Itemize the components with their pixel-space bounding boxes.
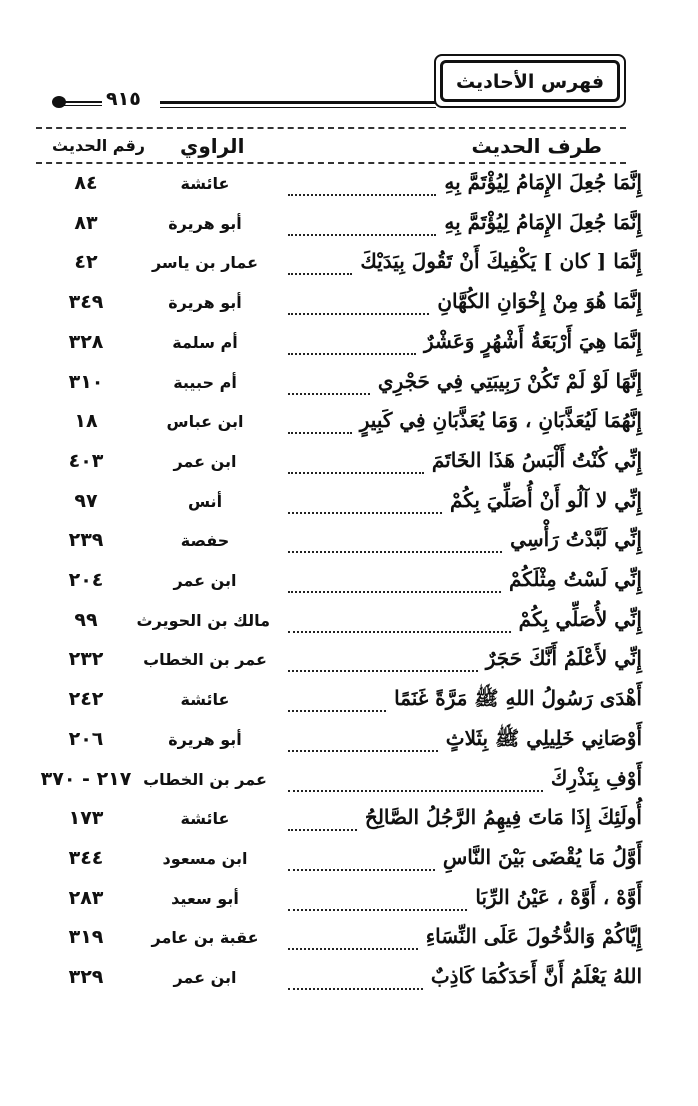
- ornament-icon: [38, 96, 102, 108]
- hadith-text: اللهُ يَعْلَمُ أَنَّ أَحَدَكُمَا كَاذِبٌ: [430, 964, 642, 988]
- narrator-name: مالك بن الحويرث: [136, 610, 270, 630]
- hadith-number: ٢٣٩: [68, 529, 104, 552]
- narrator-name: أبو سعيد: [171, 888, 239, 908]
- table-row: [0, 170, 698, 206]
- narrator-name: عمر بن الخطاب: [143, 769, 267, 789]
- dot-leader: [288, 551, 502, 553]
- dot-leader: [288, 790, 543, 792]
- narrator-name: ابن عمر: [173, 968, 237, 987]
- hadith-text: أَهْدَى رَسُولُ اللهِ ﷺ مَرَّةً غَنَمًا: [394, 686, 642, 711]
- hadith-number: ٣٤٤: [68, 846, 104, 869]
- table-row: [0, 686, 698, 722]
- narrator-name: حفصة: [180, 531, 230, 551]
- hadith-text: إِنَّمَا جُعِلَ الإِمَامُ لِيُؤْتَمَّ بِهِ: [444, 209, 642, 234]
- page-number: ٩١٥: [106, 88, 141, 110]
- hadith-text: إِنَّمَا هِيَ أَرْبَعَةُ أَشْهُرٍ وَعَشْرٌ: [423, 328, 642, 353]
- table-row: [0, 805, 698, 841]
- narrator-name: أم حبيبة: [173, 372, 237, 392]
- hadith-number: ٨٣: [74, 211, 98, 234]
- hadith-number: ٢٠٦: [68, 727, 104, 750]
- hadith-text: إِنِّي لأَعْلَمُ أَنَّكَ حَجَرٌ: [485, 646, 642, 671]
- hadith-text: إِيَّاكُمْ وَالدُّخُولَ عَلَى النِّسَاءِ: [425, 924, 642, 949]
- narrator-name: عقبة بن عامر: [151, 928, 259, 948]
- hadith-number: ٩٩: [74, 608, 98, 631]
- narrator-name: أبو هريرة: [168, 293, 242, 313]
- narrator-name: عائشة: [180, 174, 230, 193]
- hadith-text: إِنَّمَا جُعِلَ الإِمَامُ لِيُؤْتَمَّ بِهِ: [444, 170, 642, 194]
- table-row: [0, 964, 698, 1000]
- hadith-number: ٨٤: [74, 172, 98, 194]
- hadith-text: إِنَّمَا هُوَ مِنْ إِخْوَانِ الكُهَّانِ: [437, 289, 642, 314]
- dot-leader: [288, 710, 386, 712]
- hadith-text: إِنَّمَا [ كان ] يَكْفِيكَ أَنْ تَقُولَ بِيَدَيْكَ: [360, 249, 642, 274]
- narrator-name: عائشة: [180, 690, 230, 710]
- hadith-number: ٤٠٣: [68, 449, 104, 472]
- table-row: [0, 726, 698, 762]
- column-header-number: رقم الحديث: [52, 136, 146, 155]
- hadith-number: ٢١٧ - ٣٧٠: [40, 767, 132, 790]
- narrator-name: عمر بن الخطاب: [143, 650, 267, 670]
- narrator-name: أم سلمة: [172, 332, 238, 352]
- table-row: [0, 527, 698, 563]
- hadith-text: أَوَّلُ مَا يُقْضَى بَيْنَ النَّاسِ: [442, 844, 642, 869]
- dot-leader: [288, 234, 436, 236]
- hadith-number: ٣٢٨: [68, 330, 104, 353]
- dot-leader: [288, 869, 435, 871]
- hadith-text: إِنِّي لَبَّدْتُ رَأْسِي: [510, 527, 642, 552]
- hadith-number: ٩٧: [74, 489, 98, 512]
- narrator-name: ابن عباس: [166, 412, 244, 432]
- dot-leader: [288, 829, 357, 831]
- dot-leader: [288, 591, 501, 593]
- title-box: [434, 54, 626, 108]
- divider-top: [36, 127, 626, 129]
- hadith-text: إِنِّي لأُصَلِّي بِكُمْ: [518, 606, 642, 631]
- table-row: [0, 488, 698, 524]
- dot-leader: [288, 273, 352, 275]
- table-row: [0, 289, 698, 325]
- hadith-text: إِنِّي لَسْتُ مِثْلَكُمْ: [508, 567, 642, 591]
- hadith-number: ٣١٩: [68, 926, 104, 949]
- hadith-text: أُولَئِكَ إِذَا مَاتَ فِيهِمُ الرَّجُلُ الصَّالِحُ: [364, 805, 642, 830]
- hadith-text: إِنِّي لا آلُو أَنْ أُصَلِّيَ بِكُمْ: [450, 487, 642, 512]
- hadith-number: ٣٤٩: [68, 291, 104, 314]
- table-row: [0, 646, 698, 682]
- dot-leader: [288, 393, 370, 395]
- header-rule: [160, 101, 436, 104]
- hadith-number: ٢٣٢: [68, 648, 104, 671]
- dot-leader: [288, 750, 438, 752]
- dot-leader: [288, 432, 352, 434]
- table-row: [0, 607, 698, 643]
- table-row: [0, 766, 698, 802]
- narrator-name: ابن عمر: [173, 451, 237, 471]
- dot-leader: [288, 988, 423, 990]
- dot-leader: [288, 472, 424, 474]
- hadith-number: ٤٢: [74, 251, 98, 274]
- table-row: [0, 249, 698, 285]
- hadith-text: إِنِّي كُنْتُ أَلْبَسُ هَذَا الخَاتَمَ: [431, 447, 642, 472]
- table-row: [0, 329, 698, 365]
- narrator-name: عمار بن ياسر: [151, 253, 259, 273]
- table-row: [0, 408, 698, 444]
- table-row: [0, 845, 698, 881]
- column-header-hadith: طرف الحديث: [471, 134, 602, 158]
- hadith-text: إِنَّهُمَا لَيُعَذَّبَانِ ، وَمَا يُعَذَّبَانِ فِي كَبِيرٍ: [359, 408, 642, 433]
- narrator-name: ابن عمر: [173, 571, 237, 590]
- page-title: فهرس الأحاديث: [455, 71, 605, 93]
- hadith-text: أَوْفِ بِنَذْرِكَ: [550, 765, 642, 790]
- hadith-text: إِنَّهَا لَوْ لَمْ تَكُنْ رَبِيبَتِي فِي حَجْرِي: [377, 368, 642, 393]
- table-row: [0, 210, 698, 246]
- dot-leader: [288, 631, 511, 633]
- hadith-text: أَوَّهْ ، أَوَّهْ ، عَيْنُ الرِّبَا: [475, 884, 642, 909]
- dot-leader: [288, 194, 436, 196]
- table-row: [0, 885, 698, 921]
- dot-leader: [288, 512, 442, 514]
- narrator-name: أبو هريرة: [168, 213, 242, 233]
- table-row: [0, 369, 698, 405]
- table-row: [0, 924, 698, 960]
- narrator-name: أنس: [187, 491, 223, 511]
- hadith-number: ٢٠٤: [68, 569, 104, 591]
- hadith-number: ٢٤٢: [68, 688, 104, 711]
- hadith-number: ٣٢٩: [68, 966, 104, 988]
- hadith-number: ١٧٣: [68, 807, 104, 830]
- narrator-name: ابن مسعود: [162, 848, 248, 868]
- hadith-text: أَوْصَانِي خَلِيلِي ﷺ بِثَلاثٍ: [445, 725, 642, 750]
- dot-leader: [288, 670, 478, 672]
- narrator-name: عائشة: [180, 809, 230, 829]
- divider-bottom: [36, 162, 626, 164]
- dot-leader: [288, 313, 429, 315]
- narrator-name: أبو هريرة: [168, 729, 242, 749]
- column-header-narrator: الراوي: [180, 134, 245, 158]
- hadith-number: ٢٨٣: [68, 886, 104, 909]
- hadith-number: ١٨: [74, 410, 98, 433]
- table-row: [0, 567, 698, 603]
- dot-leader: [288, 909, 467, 911]
- dot-leader: [288, 353, 416, 355]
- table-row: [0, 448, 698, 484]
- header-rule-thin: [160, 107, 436, 108]
- hadith-number: ٣١٠: [68, 370, 104, 393]
- dot-leader: [288, 948, 418, 950]
